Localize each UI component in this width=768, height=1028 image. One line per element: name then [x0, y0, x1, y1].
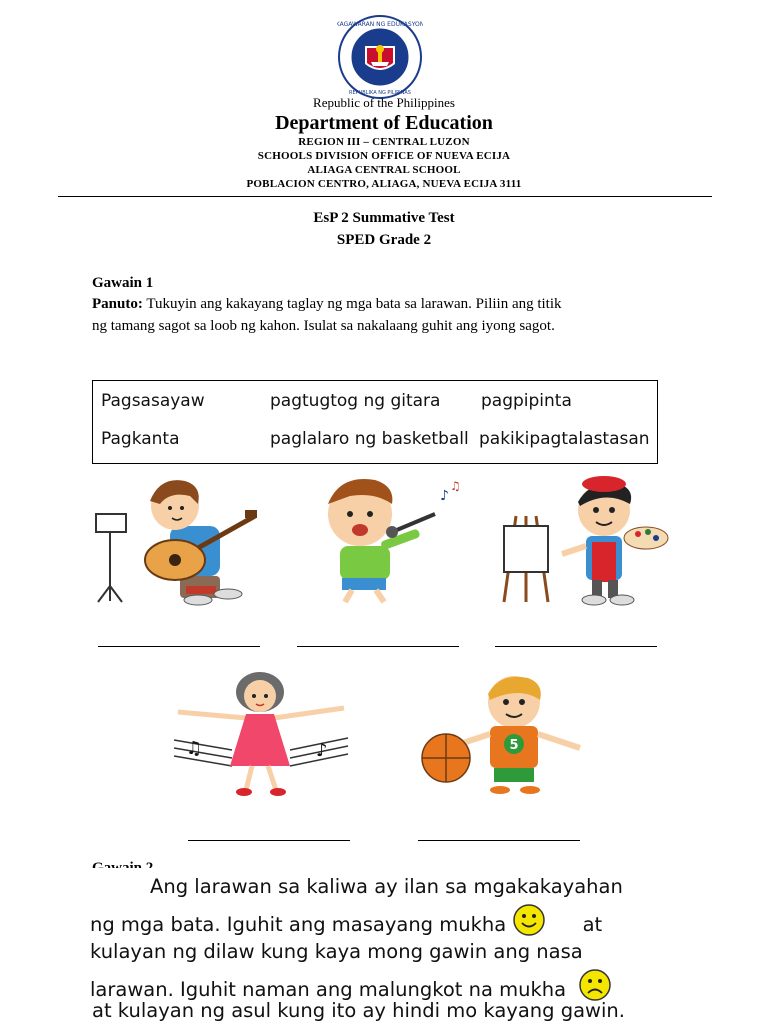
dancing-girl-picture: [172, 670, 350, 798]
svg-text:REPUBLIKA NG PILIPINAS: REPUBLIKA NG PILIPINAS: [349, 90, 411, 96]
directions-line2: ng tamang sagot sa loob ng kahon. Isulat sa nakalaang guhit ang iyong sagot.: [92, 318, 555, 334]
gawain2-line2-text: ng mga bata. Iguhit ang masayang mukha: [90, 912, 507, 936]
division-label: SCHOOLS DIVISION OFFICE OF NUEVA ECIJA: [257, 150, 511, 162]
choice-pagpipinta: pagpipinta: [481, 391, 572, 411]
test-grade: SPED Grade 2: [336, 232, 432, 248]
header-divider: [58, 196, 712, 197]
basketball-boy-picture: [420, 672, 590, 796]
test-title: EsP 2 Summative Test: [313, 210, 455, 226]
gawain2-line3: kulayan ng dilaw kung kaya mong gawin ang nasa: [90, 940, 583, 963]
republic-label: Republic of the Philippines: [313, 95, 455, 110]
svg-text:♫: ♫: [186, 738, 203, 759]
gawain2-line5: at kulayan ng asul kung ito ay hindi mo kayang gawin.: [92, 999, 625, 1022]
svg-text:♫: ♫: [450, 479, 461, 493]
choices-box: [92, 380, 658, 464]
singing-boy-picture: [300, 474, 470, 606]
guitar-boy-picture: [90, 476, 260, 606]
region-label: REGION III – CENTRAL LUZON: [298, 136, 470, 148]
department-title: Department of Education: [275, 112, 493, 134]
gawain2-line2-at: at: [582, 912, 603, 936]
choice-pagsasayaw: Pagsasayaw: [101, 391, 205, 411]
answer-line-2[interactable]: [297, 646, 459, 647]
gawain2-line1: Ang larawan sa kaliwa ay ilan sa mgakakayahan: [150, 875, 623, 898]
svg-text:♪: ♪: [316, 740, 328, 761]
choice-gitara: pagtugtog ng gitara: [270, 391, 441, 411]
answer-line-4[interactable]: [188, 840, 350, 841]
directions-label: Panuto:: [92, 296, 143, 312]
painting-boy-picture: [496, 476, 672, 608]
deped-seal: [337, 14, 423, 100]
gawain2-line4-text: larawan. Iguhit naman ang malungkot na mukha: [90, 977, 567, 1001]
choice-basketball: paglalaro ng basketball: [270, 429, 469, 449]
svg-text:KAGAWARAN NG EDUKASYON: KAGAWARAN NG EDUKASYON: [337, 21, 423, 28]
school-name: ALIAGA CENTRAL SCHOOL: [307, 164, 461, 176]
gawain1-title: Gawain 1: [92, 275, 154, 291]
directions-line1: Tukuyin ang kakayang taglay ng mga bata sa larawan. Piliin ang titik: [142, 296, 562, 312]
answer-line-1[interactable]: [98, 646, 260, 647]
answer-line-5[interactable]: [418, 840, 580, 841]
choice-pagkanta: Pagkanta: [101, 429, 180, 449]
school-address: POBLACION CENTRO, ALIAGA, NUEVA ECIJA 3111: [246, 178, 522, 190]
choice-pakikipagtalastasan: pakikipagtalastasan: [479, 429, 650, 449]
answer-line-3[interactable]: [495, 646, 657, 647]
svg-text:5: 5: [509, 738, 519, 753]
gawain1-directions: [92, 293, 672, 337]
svg-text:♪: ♪: [440, 488, 449, 504]
